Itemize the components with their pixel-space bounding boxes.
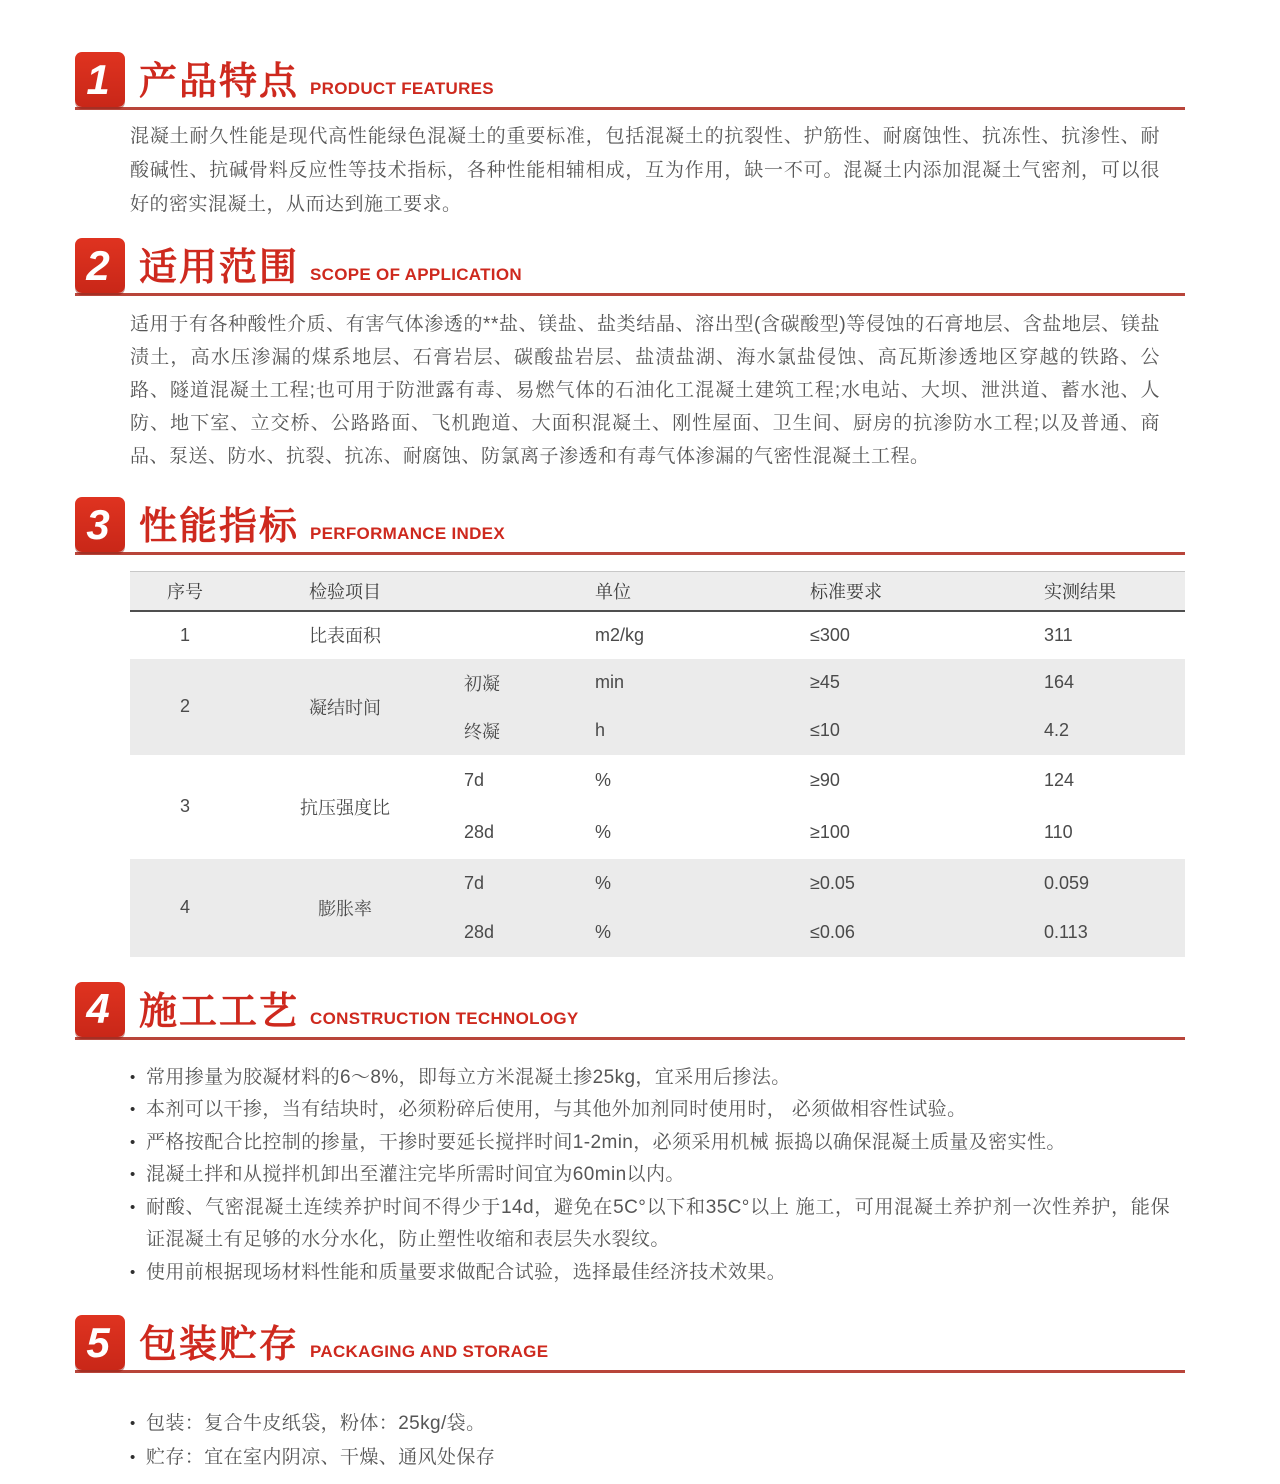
- cell-result: 124: [1044, 770, 1075, 790]
- cell-standard: ≥0.05: [810, 872, 855, 893]
- cell-unit: m2/kg: [595, 624, 645, 645]
- col-header-standard: 标准要求: [810, 581, 882, 602]
- cell-no: 3: [179, 796, 190, 816]
- cell-unit: %: [595, 921, 612, 942]
- bullet-text: 严格按配合比控制的掺量，干掺时要延长搅拌时间1-2min，必须采用机械 振捣以确保混凝土质量及密实性。: [146, 1131, 1066, 1153]
- section-paragraph: 适用于有各种酸性介质、有害气体渗透的**盐、镁盐、盐类结晶、溶出型(含碳酸型)等侵蚀的石膏地层、含盐地层、镁盐渍土，高水压渗漏的煤系地层、石膏岩层、碳酸盐岩层、盐渍盐湖、海水氯盐侵蚀、高瓦斯渗透地区穿越的铁路、公路、隧道混凝土工程;也可用于防泄露有毒、易燃气体的石油化工混凝土建筑工程;水电站、大坝、泄洪道、蓄水池、人防、地下室、立交桥、公路路面、飞机跑道、大面积混凝土、刚性屋面、卫生间、厨房的抗渗防水工程;以及普通、商品、泵送、防水、抗裂、抗冻、耐腐蚀、防氯离子渗透和有毒气体渗漏的气密性混凝土工程。: [130, 314, 1160, 467]
- bullet-icon: •: [130, 1415, 136, 1432]
- cell-unit: %: [595, 770, 612, 790]
- section-subtitle: PACKAGING AND STORAGE: [310, 1342, 549, 1361]
- cell-standard: ≤10: [810, 720, 840, 740]
- cell-result: 164: [1044, 672, 1075, 692]
- section-scope-of-application: [75, 238, 1185, 473]
- cell-unit: min: [595, 672, 625, 692]
- col-header-item: 检验项目: [309, 581, 381, 602]
- cell-unit: %: [595, 822, 612, 842]
- construction-steps-list: [130, 1062, 1170, 1290]
- cell-sub: 28d: [464, 822, 495, 842]
- section-number-badge: 2: [75, 238, 125, 293]
- list-item: [130, 1094, 1170, 1127]
- bullet-icon: •: [130, 1263, 136, 1281]
- list-item: [130, 1441, 1170, 1475]
- cell-standard: ≥100: [810, 822, 850, 842]
- section-paragraph: 混凝土耐久性能是现代高性能绿色混凝土的重要标准，包括混凝土的抗裂性、护筋性、耐腐蚀性、抗冻性、抗渗性、耐酸碱性、抗碱骨料反应性等技术指标，各种性能相辅相成，互为作用，缺一不可。混凝土内添加混凝土气密剂，可以很好的密实混凝土，从而达到施工要求。: [130, 126, 1160, 215]
- section-number-badge: 1: [75, 52, 125, 107]
- list-item: [130, 1257, 1170, 1290]
- section-title: 适用范围: [139, 247, 300, 289]
- section-number-badge: 4: [75, 982, 125, 1037]
- cell-item: 膨胀率: [318, 898, 372, 919]
- cell-unit: h: [595, 720, 606, 740]
- bullet-text: 常用掺量为胶凝材料的6～8%，即每立方米混凝土掺25kg，宜采用后掺法。: [146, 1066, 791, 1088]
- section-subtitle: CONSTRUCTION TECHNOLOGY: [310, 1008, 579, 1028]
- cell-standard: ≤0.06: [810, 921, 855, 942]
- list-item: [130, 1062, 1170, 1095]
- list-item: [130, 1192, 1170, 1257]
- cell-no: 1: [179, 624, 190, 645]
- bullet-text: 使用前根据现场材料性能和质量要求做配合试验，选择最佳经济技术效果。: [146, 1261, 787, 1283]
- cell-sub: 终凝: [464, 721, 500, 742]
- cell-sub: 28d: [464, 921, 495, 942]
- cell-sub: 初凝: [464, 673, 500, 694]
- bullet-icon: •: [130, 1133, 136, 1151]
- section-subtitle: SCOPE OF APPLICATION: [310, 265, 522, 284]
- performance-table: [130, 571, 1185, 957]
- cell-no: 4: [179, 897, 190, 917]
- cell-item: 凝结时间: [309, 697, 381, 718]
- cell-sub: 7d: [464, 770, 485, 790]
- section-header: [75, 238, 1185, 296]
- section-performance-index: [75, 497, 1185, 957]
- bullet-text: 包装：复合牛皮纸袋，粉体：25kg/袋。: [146, 1413, 486, 1434]
- section-construction-technology: [75, 982, 1185, 1290]
- section-title: 包装贮存: [139, 1324, 300, 1366]
- section-subtitle: PRODUCT FEATURES: [310, 79, 494, 98]
- section-header: [75, 1315, 1185, 1373]
- section-packaging-storage: [75, 1315, 1185, 1475]
- cell-standard: ≥90: [810, 770, 840, 790]
- section-title: 施工工艺: [139, 990, 300, 1033]
- table-row: [130, 611, 1185, 659]
- bullet-icon: •: [130, 1166, 136, 1183]
- cell-result: 311: [1044, 624, 1073, 645]
- section-header: [75, 982, 1185, 1040]
- section-header: [75, 497, 1185, 555]
- bullet-text: 混凝土拌和从搅拌机卸出至灌注完毕所需时间宜为60min以内。: [146, 1164, 685, 1185]
- cell-sub: [450, 611, 585, 659]
- cell-result: 110: [1044, 822, 1073, 842]
- bullet-text: 耐酸、气密混凝土连续养护时间不得少于14d，避免在5C°以下和35C°以上 施工，可用混凝土养护剂一次性养护，能保证混凝土有足够的水分水化，防止塑性收缩和表层失水裂纹。: [146, 1196, 1170, 1250]
- table-row: [130, 659, 1185, 707]
- col-header-no: 序号: [167, 581, 203, 602]
- bullet-icon: •: [130, 1198, 136, 1216]
- bullet-text: 本剂可以干掺，当有结块时，必须粉碎后使用，与其他外加剂同时使用时， 必须做相容性试验。: [146, 1099, 967, 1120]
- list-item: [130, 1127, 1170, 1160]
- cell-standard: ≥45: [810, 672, 840, 692]
- bullet-text: 贮存：宜在室内阴凉、干燥、通风处保存: [146, 1447, 496, 1468]
- section-number-badge: 5: [75, 1315, 125, 1370]
- section-header: [75, 52, 1185, 110]
- section-title: 产品特点: [139, 61, 300, 103]
- section-title: 性能指标: [139, 506, 300, 548]
- cell-standard: ≤300: [810, 624, 850, 645]
- cell-item: 抗压强度比: [300, 797, 390, 818]
- table-row: [130, 755, 1185, 807]
- col-header-sub: [450, 572, 585, 611]
- cell-item: 比表面积: [309, 626, 381, 646]
- table-header-row: [130, 572, 1185, 611]
- section-number-badge: 3: [75, 497, 125, 552]
- packaging-storage-list: [130, 1407, 1170, 1475]
- col-header-unit: 单位: [595, 581, 631, 602]
- bullet-icon: •: [130, 1449, 136, 1466]
- section-subtitle: PERFORMANCE INDEX: [310, 524, 505, 543]
- bullet-icon: •: [130, 1068, 136, 1086]
- bullet-icon: •: [130, 1101, 136, 1118]
- list-item: [130, 1159, 1170, 1192]
- cell-result: 4.2: [1044, 720, 1070, 740]
- cell-sub: 7d: [464, 872, 485, 893]
- cell-result: 0.113: [1044, 921, 1088, 942]
- cell-no: 2: [179, 696, 190, 716]
- cell-result: 0.059: [1044, 872, 1090, 893]
- section-product-features: [75, 52, 1185, 222]
- table-row: [130, 859, 1185, 908]
- cell-unit: %: [595, 872, 612, 893]
- list-item: [130, 1407, 1170, 1441]
- col-header-result: 实测结果: [1044, 581, 1116, 602]
